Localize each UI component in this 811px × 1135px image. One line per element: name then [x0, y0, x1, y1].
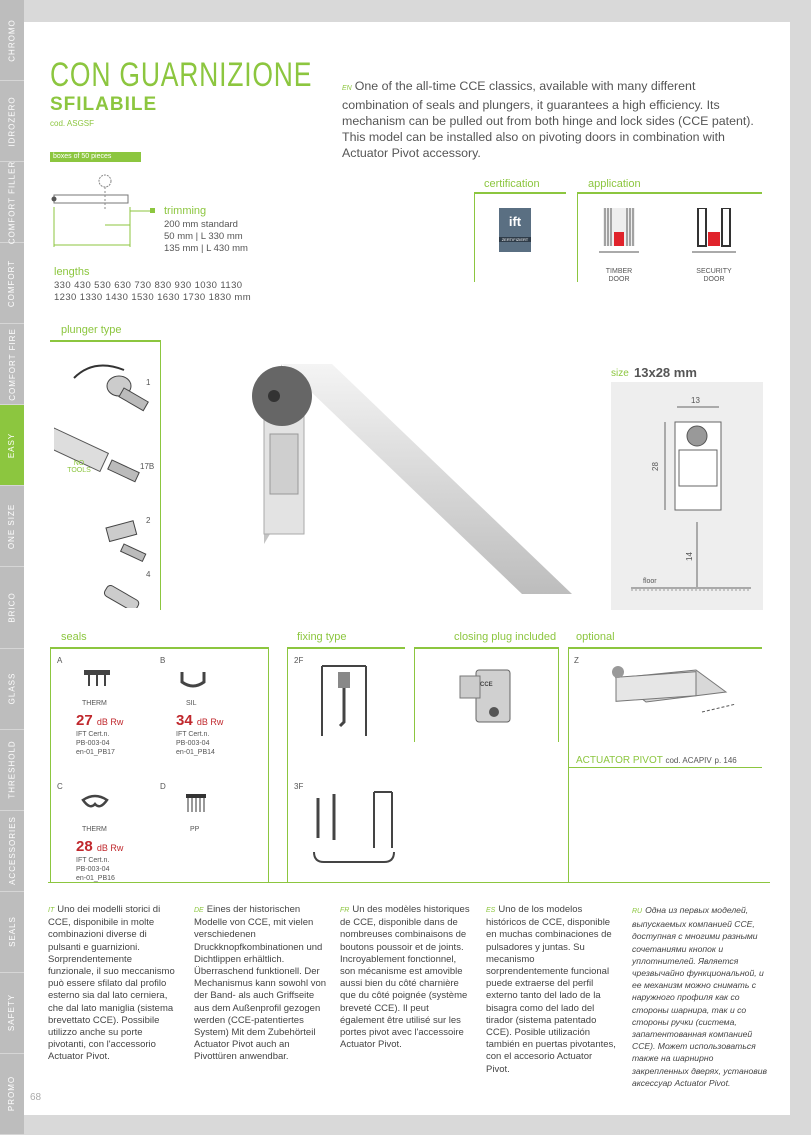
seals-label: seals [61, 631, 87, 643]
sidebar-tab-easy[interactable] [0, 405, 24, 486]
text-column-it [48, 904, 176, 1064]
page-number: 68 [30, 1092, 42, 1103]
seal-db-value: 28 [76, 838, 93, 855]
intro-text [342, 78, 762, 161]
lengths-row: 1230 1330 1430 1530 1630 1730 1830 mm [54, 292, 252, 303]
plunger-label: plunger type [61, 324, 122, 336]
sidebar-tab-safety[interactable] [0, 973, 24, 1054]
seal-cert [76, 730, 115, 757]
text-column-ru [632, 904, 770, 1089]
lang-code: EN [342, 85, 352, 92]
sidebar-tab-comfort-filler[interactable] [0, 162, 24, 243]
trimming-label: trimming [164, 205, 207, 217]
plunger-number: 17B [140, 462, 155, 471]
trimming-values [164, 219, 248, 255]
actuator-name: ACTUATOR PIVOT [576, 755, 663, 766]
actuator-pivot-image [606, 662, 746, 722]
sidebar-tab-label: THRESHOLD [7, 740, 17, 799]
seal-db-value: 34 [176, 712, 193, 729]
cert-line: PB-003-04 [176, 740, 210, 747]
column-body: Uno de los modelos históricos de CCE, disponible en muchas combinaciones de pulsadores y juntas. Su mecanismo sorprendentemente funcional puede extraerse del perfil externo tanto del lado de la bisagra como del lado del tirador (sistema patentado CCE). Posible utilización también en puertas pivotantes, con el accesorio Actuator Pivot. [486, 904, 616, 1075]
sidebar-tab-label: PROMO [7, 1076, 17, 1112]
application-label: application [588, 178, 641, 190]
sidebar-tab-label: COMFORT FILLER [7, 160, 17, 244]
sidebar-tab-accessories[interactable] [0, 811, 24, 892]
sidebar-tab-label: GLASS [7, 672, 17, 705]
sidebar-tab-comfort-fire[interactable] [0, 324, 24, 405]
sidebar-tab-label: SAFETY [7, 994, 17, 1032]
trimming-line: 200 mm standard [164, 219, 238, 230]
seal-sil-icon [178, 668, 208, 692]
seal-letter: D [160, 782, 166, 791]
ift-logo-text: ift [508, 214, 522, 229]
product-title: CON GUARNIZIONE [50, 56, 313, 94]
seal-therm-c-icon [80, 792, 110, 816]
seal-db-value: 27 [76, 712, 93, 729]
timber-door-label: TIMBER DOOR [605, 268, 633, 283]
lang-code: DE [194, 907, 204, 914]
sidebar-tab-label: ACCESSORIES [7, 816, 17, 886]
seal-db-unit: dB Rw [196, 717, 224, 727]
fixing-label: fixing type [297, 631, 347, 643]
lang-code: RU [632, 908, 643, 915]
sidebar-tab-label: CHROMO [7, 18, 17, 62]
sidebar-tab-brico[interactable] [0, 568, 24, 649]
dim-width: 13 [691, 396, 700, 405]
cert-line: IFT Cert.n. [76, 731, 110, 738]
column-body: Одна из первых моделей, выпускаемых компанией CCE, доступная с многими разными сочетаниями кнопок и уплотнителей. Является чрезвычайно функциональной, и ее механизм можно снимать с наружного профиля как со стороны шарнира, так и со стороны ручки (система, запатентованная компанией CCE). Может использоваться также на шарнирно закрепленных дверях, установив аксессуар Actuator Pivot. [632, 905, 767, 1088]
product-code: cod. ASGSF [50, 119, 95, 128]
cert-line: en-01_PB14 [176, 749, 215, 756]
box-badge: boxes of 50 pieces [50, 152, 141, 162]
seal-pp-brush-icon [184, 792, 208, 816]
sidebar-tab-label: EASY [7, 432, 17, 459]
seal-name: THERM [82, 700, 107, 707]
size-value: 13x28 mm [634, 365, 697, 380]
sidebar-tab-chromo[interactable] [0, 0, 24, 81]
ift-logo-sub: ZERTIFIZIERT [499, 237, 531, 242]
catalog-page [24, 22, 790, 1115]
fixing-2f-diagram [314, 662, 374, 742]
dim-height: 28 [650, 462, 660, 471]
lang-code: IT [48, 907, 55, 914]
lang-code: ES [486, 907, 496, 914]
trimming-line: 135 mm | L 430 mm [164, 243, 248, 254]
fixing-code: 2F [294, 656, 304, 665]
cert-line: PB-003-04 [76, 740, 110, 747]
seal-letter: B [160, 656, 166, 665]
no-tools-note: NO TOOLS [67, 460, 91, 474]
seal-letter: C [57, 782, 63, 791]
security-door-icon [692, 208, 736, 254]
closing-plug-brand: CCE [480, 682, 493, 688]
lengths-label: lengths [54, 266, 90, 278]
sidebar-tab-promo[interactable] [0, 1054, 24, 1135]
text-column-fr [340, 904, 472, 1051]
cert-line: en-01_PB16 [76, 875, 115, 882]
trimming-line: 50 mm | L 330 mm [164, 231, 243, 242]
plunger-number: 1 [146, 378, 151, 387]
seal-db-rating [76, 838, 123, 855]
seal-db-rating [76, 712, 123, 729]
closing-plug-image [454, 662, 524, 728]
cert-line: IFT Cert.n. [76, 857, 110, 864]
sidebar-tab-label: COMFORT FIRE [7, 328, 17, 401]
cert-line: en-01_PB17 [76, 749, 115, 756]
seal-name: PP [190, 826, 200, 833]
size-diagram [611, 382, 763, 610]
plunger-illustrations [54, 348, 154, 608]
sidebar-tab-label: IDROZERO [7, 95, 17, 147]
timber-door-icon [599, 208, 639, 254]
intro-body: One of the all-time CCE classics, available with many different combination of seals and plungers, it guarantees a high efficiency. Its mechanism can be pulled out from both hinge and lock sides (CCE patent). This model can be installed also on pivoting doors in combination with Actuator Pivot accessory. [342, 79, 754, 160]
fixing-3f-diagram [304, 788, 404, 868]
text-column-es [486, 904, 618, 1076]
sidebar-tab-label: SEALS [7, 916, 17, 948]
sidebar-tab-idrozero[interactable] [0, 81, 24, 162]
product-profile-image [242, 344, 572, 594]
certification-label: certification [484, 178, 540, 190]
seal-name: THERM [82, 826, 107, 833]
size-label: size [611, 368, 629, 379]
product-subtitle: SFILABILE [50, 94, 158, 115]
size-diagram-box [611, 382, 763, 610]
column-body: Uno dei modelli storici di CCE, disponibile in molte combinazioni diverse di pulsanti e guarnizioni. Sorprendentemente funzionale, il suo meccanismo può essere sfilato dal profilo esterno sia dal lato cerniera, che dal lato maniglia (sistema brevettato CCE). Possibile utilizzo anche su porte pivotanti, con l'accessorio Actuator Pivot. [48, 904, 175, 1063]
cert-line: IFT Cert.n. [176, 731, 210, 738]
cert-line: PB-003-04 [76, 866, 110, 873]
column-body: Un des modèles historiques de CCE, disponible dans de nombreuses combinaisons de boutons poussoir et de joints. Incroyablement fonctionnel, son mécanisme est amovible aussi bien du côté charnière que du côté poignée (système breveté CCE). Il peut également être utilisé sur les portes pivot avec l'accessoire Actuator Pivot. [340, 904, 470, 1051]
seal-db-rating [176, 712, 223, 729]
sidebar-tab-comfort[interactable] [0, 243, 24, 324]
text-column-de [194, 904, 326, 1064]
sidebar-tab-label: ONE SIZE [7, 503, 17, 550]
dim-floor-gap: 14 [684, 552, 694, 561]
seal-cert [76, 856, 115, 883]
optional-label: optional [576, 631, 615, 643]
lengths-values [54, 280, 251, 304]
sidebar-tab-label: COMFORT [7, 259, 17, 307]
column-body: Eines der historischen Modelle von CCE, mit vielen verschiedenen Druckknopfkombinationen und Dichtlippen erhältlich. Überraschend funktionell. Der Mechanismus kann sowohl von der Band- als auch Griffseite aus dem Außenprofil gezogen werden (CCE-patentiertes System) Mit dem Zubehörteil Actuator Pivot auch an Pivottüren anwendbar. [194, 904, 327, 1063]
seal-name: SIL [186, 700, 197, 707]
plunger-number: 2 [146, 516, 151, 525]
seal-db-unit: dB Rw [96, 843, 124, 853]
floor-label: floor [643, 578, 657, 585]
lengths-row: 330 430 530 630 730 830 930 1030 1130 [54, 280, 243, 291]
seal-db-unit: dB Rw [96, 717, 124, 727]
closing-label: closing plug included [454, 631, 557, 643]
sidebar-tab-threshold[interactable] [0, 730, 24, 811]
sidebar-tab-one-size[interactable] [0, 486, 24, 567]
actuator-pivot-ref [576, 755, 737, 766]
fixing-code: 3F [294, 782, 304, 791]
seal-therm-icon [82, 668, 112, 692]
ift-logo [499, 208, 531, 252]
lang-code: FR [340, 907, 350, 914]
sidebar-tab-label: BRICO [7, 592, 17, 623]
sidebar-tab-seals[interactable] [0, 892, 24, 973]
sidebar-tab-glass[interactable] [0, 649, 24, 730]
plunger-number: 4 [146, 570, 151, 579]
actuator-code: cod. ACAPIV [665, 756, 712, 765]
optional-letter: Z [574, 656, 579, 665]
section-sidebar [0, 0, 24, 1135]
seal-cert [176, 730, 215, 757]
security-door-label: SECURITY DOOR [696, 268, 732, 283]
seal-letter: A [57, 656, 63, 665]
actuator-page: p. 146 [714, 756, 737, 765]
